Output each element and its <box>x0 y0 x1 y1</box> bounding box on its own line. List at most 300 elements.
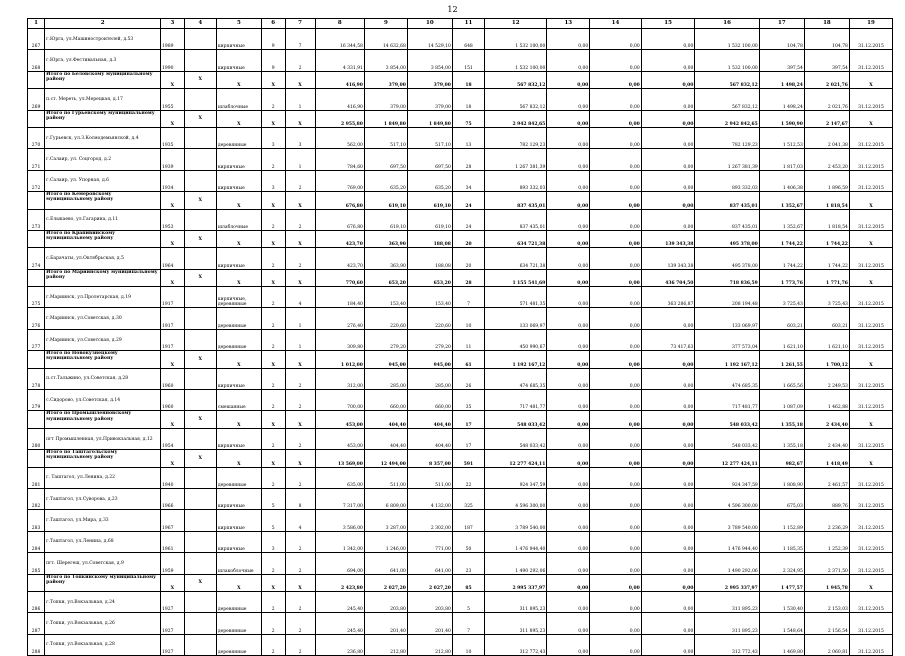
table-cell-date: X <box>849 110 892 127</box>
table-cell-c18: 3 725,43 <box>804 287 849 308</box>
table-cell-address: Итого по Топкинскому муниципальному району <box>45 574 161 591</box>
table-cell-cost-total: 782 129,23 <box>485 127 547 148</box>
table-cell-no <box>28 574 45 591</box>
table-cell-people: 34 <box>452 170 484 191</box>
table-cell-area-living: 14 632,68 <box>364 29 407 50</box>
table-cell-c13: 0,00 <box>547 127 590 148</box>
table-cell-entrances: 2 <box>285 591 315 612</box>
table-cell-year: 1953 <box>161 209 185 230</box>
table-cell-floors: 2 <box>261 553 285 574</box>
table-cell-area-total: 635,00 <box>315 467 364 488</box>
table-cell-year: 1940 <box>161 467 185 488</box>
table-cell-address: г. Таштагол, ул.Ленина, д.22 <box>45 467 161 488</box>
table-cell-no: 284 <box>28 531 45 552</box>
table-cell-c4 <box>184 50 216 71</box>
table-cell-address: Итого по Таштагольскому муниципальному району <box>45 450 161 467</box>
table-cell-c16: 548 033,42 <box>695 411 759 428</box>
table-cell-area-living: 379,00 <box>364 89 407 110</box>
table-cell-cost-total: 311 895,23 <box>485 613 547 634</box>
table-cell-people: 28 <box>452 149 484 170</box>
table-cell-c13: 0,00 <box>547 634 590 655</box>
subtotal-row <box>28 269 893 286</box>
table-cell-area-total: 3 586,00 <box>315 510 364 531</box>
table-cell-address: г.Мариинск, ул.Пролетарская, д.19 <box>45 287 161 308</box>
table-cell-year: 1964 <box>161 248 185 269</box>
table-cell-floors: 3 <box>261 170 285 191</box>
table-cell-c17: 1 744,22 <box>759 248 804 269</box>
table-cell-c13: 0,00 <box>547 574 590 591</box>
table-cell-c4 <box>184 308 216 329</box>
table-cell-no: 270 <box>28 127 45 148</box>
table-cell-date: X <box>849 230 892 247</box>
table-cell-date: X <box>849 450 892 467</box>
table-cell-address: п.ст.Тальжино, ул.Советская, д.28 <box>45 368 161 389</box>
table-cell-c18: 1 744,22 <box>804 230 849 247</box>
table-cell-area-total: 1 342,00 <box>315 531 364 552</box>
table-cell-c17: 2 324,95 <box>759 553 804 574</box>
table-cell-c16: 495 378,00 <box>695 230 759 247</box>
table-cell-no: 277 <box>28 329 45 350</box>
table-row <box>28 287 893 308</box>
table-cell-c13: 0,00 <box>547 510 590 531</box>
table-cell-c4: X <box>184 450 216 467</box>
table-cell-c15: 0,00 <box>641 29 695 50</box>
table-cell-floors: X <box>261 351 285 368</box>
table-cell-area-total: 562,00 <box>315 127 364 148</box>
table-cell-area-total: 423,70 <box>315 230 364 247</box>
column-header: 1 <box>28 19 45 29</box>
table-cell-people: 5 <box>452 591 484 612</box>
table-row <box>28 329 893 350</box>
table-cell-no: 282 <box>28 488 45 509</box>
table-cell-c14: 0,00 <box>590 329 642 350</box>
table-header-row <box>28 19 893 29</box>
table-cell-people: 10 <box>452 634 484 655</box>
table-cell-c16: 311 895,23 <box>695 613 759 634</box>
table-cell-c14: 0,00 <box>590 510 642 531</box>
table-cell-area-total: 2 955,80 <box>315 110 364 127</box>
table-cell-c14: 0,00 <box>590 634 642 655</box>
table-cell-people: 7 <box>452 613 484 634</box>
table-cell-c16: 837 435,01 <box>695 192 759 209</box>
table-cell-c13: 0,00 <box>547 613 590 634</box>
table-cell-area-res: 404,40 <box>407 428 452 449</box>
table-cell-c4: X <box>184 574 216 591</box>
table-cell-no: 285 <box>28 553 45 574</box>
table-cell-cost-total: 2 942 842,65 <box>485 110 547 127</box>
table-cell-area-res: 660,00 <box>407 390 452 411</box>
table-cell-c18: 1 621,10 <box>804 329 849 350</box>
table-cell-material: деревянные <box>216 591 261 612</box>
table-cell-floors: 5 <box>261 510 285 531</box>
table-cell-c15: 0,00 <box>641 209 695 230</box>
table-cell-date: 31.12.2015 <box>849 510 892 531</box>
column-header: 19 <box>849 19 892 29</box>
table-cell-area-total: 676,80 <box>315 192 364 209</box>
table-cell-entrances: 2 <box>285 50 315 71</box>
table-cell-c4 <box>184 149 216 170</box>
table-cell-c17: 1 590,90 <box>759 110 804 127</box>
table-cell-area-total: 276,40 <box>315 308 364 329</box>
table-cell-c13: 0,00 <box>547 71 590 88</box>
table-cell-c17: 1 548,64 <box>759 613 804 634</box>
table-cell-date: X <box>849 192 892 209</box>
table-cell-cost-total: 893 332,03 <box>485 170 547 191</box>
table-cell-area-living: 212,80 <box>364 634 407 655</box>
table-row <box>28 467 893 488</box>
table-cell-c14: 0,00 <box>590 428 642 449</box>
table-cell-no: 275 <box>28 287 45 308</box>
table-cell-year: 1927 <box>161 591 185 612</box>
table-row <box>28 634 893 655</box>
table-cell-material: деревянные <box>216 329 261 350</box>
table-cell-c14: 0,00 <box>590 127 642 148</box>
table-cell-entrances: X <box>285 192 315 209</box>
table-cell-material: деревянные <box>216 308 261 329</box>
table-cell-year: 1927 <box>161 613 185 634</box>
table-cell-c17: 1 744,22 <box>759 230 804 247</box>
table-cell-floors: 2 <box>261 287 285 308</box>
table-cell-people: 35 <box>452 390 484 411</box>
table-cell-c16: 1 476 944,40 <box>695 531 759 552</box>
table-cell-c15: 139 343,38 <box>641 230 695 247</box>
table-cell-year: X <box>161 269 185 286</box>
table-cell-c4 <box>184 209 216 230</box>
table-cell-c14: 0,00 <box>590 368 642 389</box>
subtotal-row <box>28 71 893 88</box>
column-header: 4 <box>184 19 216 29</box>
table-cell-area-living: 619,10 <box>364 209 407 230</box>
table-cell-area-res: 379,00 <box>407 89 452 110</box>
table-cell-material: X <box>216 71 261 88</box>
table-cell-area-total: 676,80 <box>315 209 364 230</box>
table-cell-area-living: 285,00 <box>364 368 407 389</box>
table-cell-floors: 9 <box>261 29 285 50</box>
table-cell-area-living: 945,00 <box>364 351 407 368</box>
table-cell-date: 31.12.2015 <box>849 127 892 148</box>
table-cell-c17: 675,03 <box>759 488 804 509</box>
table-cell-material: деревянные <box>216 634 261 655</box>
table-cell-floors: 2 <box>261 149 285 170</box>
table-cell-c15: 0,00 <box>641 510 695 531</box>
table-cell-date: X <box>849 351 892 368</box>
table-cell-year: X <box>161 351 185 368</box>
table-cell-c15: 436 704,50 <box>641 269 695 286</box>
table-cell-c13: 0,00 <box>547 390 590 411</box>
table-cell-cost-total: 548 033,42 <box>485 411 547 428</box>
table-cell-material: X <box>216 411 261 428</box>
table-cell-c4 <box>184 591 216 612</box>
table-cell-no <box>28 230 45 247</box>
table-cell-c13: 0,00 <box>547 553 590 574</box>
table-cell-material: X <box>216 351 261 368</box>
table-cell-c13: 0,00 <box>547 531 590 552</box>
table-cell-cost-total: 924 347,59 <box>485 467 547 488</box>
table-cell-c15: 0,00 <box>641 450 695 467</box>
table-cell-c17: 1 498,24 <box>759 71 804 88</box>
subtotal-row <box>28 574 893 591</box>
table-cell-entrances: X <box>285 450 315 467</box>
table-cell-c15: 0,00 <box>641 531 695 552</box>
table-cell-area-living: 404,40 <box>364 428 407 449</box>
table-cell-c13: 0,00 <box>547 488 590 509</box>
table-cell-c13: 0,00 <box>547 149 590 170</box>
column-header: 11 <box>452 19 484 29</box>
table-cell-area-res: 285,00 <box>407 368 452 389</box>
table-cell-area-res: 188,08 <box>407 248 452 269</box>
table-cell-c14: 0,00 <box>590 591 642 612</box>
table-cell-no: 279 <box>28 390 45 411</box>
subtotal-row <box>28 192 893 209</box>
table-cell-people: 11 <box>452 329 484 350</box>
table-cell-c16: 1 192 167,12 <box>695 351 759 368</box>
table-cell-address: г.Таштагол, ул.Ленина, д.68 <box>45 531 161 552</box>
table-cell-c17: 982,67 <box>759 450 804 467</box>
table-cell-c17: 1 469,80 <box>759 634 804 655</box>
table-cell-c13: 0,00 <box>547 192 590 209</box>
table-cell-people: 17 <box>452 411 484 428</box>
table-cell-material: X <box>216 192 261 209</box>
table-cell-people: 7 <box>452 287 484 308</box>
subtotal-row <box>28 110 893 127</box>
table-cell-no: 271 <box>28 149 45 170</box>
table-cell-year: 1990 <box>161 50 185 71</box>
table-cell-floors: X <box>261 230 285 247</box>
table-cell-area-res: 697,50 <box>407 149 452 170</box>
table-cell-year: 1917 <box>161 287 185 308</box>
table-cell-area-total: 769,00 <box>315 170 364 191</box>
table-cell-year: 1954 <box>161 428 185 449</box>
table-cell-c4: X <box>184 71 216 88</box>
table-cell-year: 1959 <box>161 553 185 574</box>
table-cell-c16: 12 277 424,11 <box>695 450 759 467</box>
table-cell-c15: 0,00 <box>641 553 695 574</box>
table-cell-area-res: 945,00 <box>407 351 452 368</box>
table-row <box>28 613 893 634</box>
table-cell-address: пгт. Шерегеш, ул.Советская, д.9 <box>45 553 161 574</box>
table-cell-c18: 603,21 <box>804 308 849 329</box>
table-cell-c16: 474 685,35 <box>695 368 759 389</box>
table-cell-cost-total: 1 476 944,40 <box>485 531 547 552</box>
table-cell-material: деревянные <box>216 467 261 488</box>
table-cell-c18: 2 461,57 <box>804 467 849 488</box>
table-cell-floors: X <box>261 450 285 467</box>
table-cell-c14: 0,00 <box>590 390 642 411</box>
table-cell-cost-total: 567 832,12 <box>485 89 547 110</box>
table-cell-c4 <box>184 510 216 531</box>
table-cell-people: 151 <box>452 50 484 71</box>
table-cell-c18: 1 771,76 <box>804 269 849 286</box>
table-cell-c4: X <box>184 192 216 209</box>
table-cell-area-living: 153,40 <box>364 287 407 308</box>
table-cell-area-res: 653,20 <box>407 269 452 286</box>
table-cell-no: 281 <box>28 467 45 488</box>
table-cell-address: Итого по Промышленновскому муниципальному району <box>45 411 161 428</box>
table-cell-address: Итого по Кемеровскому муниципальному району <box>45 192 161 209</box>
table-cell-c15: 0,00 <box>641 390 695 411</box>
table-cell-entrances: X <box>285 230 315 247</box>
table-row <box>28 591 893 612</box>
table-cell-entrances: 2 <box>285 248 315 269</box>
table-cell-date: 31.12.2015 <box>849 170 892 191</box>
table-cell-address: г.Салаир, ул. Соцгород, д.2 <box>45 149 161 170</box>
table-cell-floors: X <box>261 110 285 127</box>
table-cell-year: 1917 <box>161 329 185 350</box>
table-row <box>28 248 893 269</box>
table-row <box>28 209 893 230</box>
table-cell-c17: 1 817,03 <box>759 149 804 170</box>
table-cell-c13: 0,00 <box>547 89 590 110</box>
table-cell-c4: X <box>184 351 216 368</box>
table-cell-year: 1961 <box>161 531 185 552</box>
table-cell-date: 31.12.2015 <box>849 467 892 488</box>
table-cell-area-living: 379,00 <box>364 71 407 88</box>
table-cell-year: 1989 <box>161 29 185 50</box>
table-cell-floors: 2 <box>261 308 285 329</box>
table-cell-c15: 0,00 <box>641 351 695 368</box>
table-cell-c4 <box>184 390 216 411</box>
table-cell-cost-total: 3 789 540,00 <box>485 510 547 531</box>
table-cell-area-total: 245,40 <box>315 591 364 612</box>
table-cell-area-res: 404,40 <box>407 411 452 428</box>
table-cell-area-res: 220,60 <box>407 308 452 329</box>
table-cell-area-living: 203,80 <box>364 591 407 612</box>
table-cell-cost-total: 1 267 381,39 <box>485 149 547 170</box>
table-cell-cost-total: 1 155 541,69 <box>485 269 547 286</box>
table-cell-date: 31.12.2015 <box>849 89 892 110</box>
table-cell-c18: 1 818,54 <box>804 209 849 230</box>
table-cell-entrances: 1 <box>285 308 315 329</box>
table-cell-entrances: X <box>285 110 315 127</box>
table-cell-c14: 0,00 <box>590 149 642 170</box>
table-cell-c17: 1 530,40 <box>759 591 804 612</box>
table-cell-people: 61 <box>452 351 484 368</box>
table-cell-people: 26 <box>452 368 484 389</box>
table-cell-area-living: 660,00 <box>364 390 407 411</box>
table-cell-c18: 2 434,40 <box>804 428 849 449</box>
table-cell-area-res: 279,20 <box>407 329 452 350</box>
table-cell-entrances: 2 <box>285 613 315 634</box>
table-cell-year: X <box>161 574 185 591</box>
table-cell-c4 <box>184 170 216 191</box>
table-cell-floors: 3 <box>261 127 285 148</box>
table-cell-no <box>28 411 45 428</box>
table-cell-c4 <box>184 531 216 552</box>
table-cell-area-res: 511,00 <box>407 467 452 488</box>
table-cell-c17: 1 808,90 <box>759 467 804 488</box>
table-cell-cost-total: 474 685,35 <box>485 368 547 389</box>
table-cell-c18: 397,54 <box>804 50 849 71</box>
table-cell-entrances: 2 <box>285 390 315 411</box>
table-cell-floors: 2 <box>261 329 285 350</box>
column-header: 5 <box>216 19 261 29</box>
table-cell-address: г.Топки, ул.Вокзальная, д.26 <box>45 613 161 634</box>
table-cell-entrances: 2 <box>285 209 315 230</box>
table-cell-no <box>28 269 45 286</box>
table-cell-address: г.Топки, ул.Вокзальная, д.24 <box>45 591 161 612</box>
table-cell-c18: 1 462,88 <box>804 390 849 411</box>
table-cell-material: X <box>216 110 261 127</box>
table-cell-c18: 2 236,29 <box>804 510 849 531</box>
table-cell-date: 31.12.2015 <box>849 613 892 634</box>
table-cell-c15: 0,00 <box>641 467 695 488</box>
table-cell-entrances: 2 <box>285 368 315 389</box>
table-cell-c16: 1 532 100,00 <box>695 50 759 71</box>
table-cell-c15: 0,00 <box>641 50 695 71</box>
table-cell-people: 24 <box>452 209 484 230</box>
table-cell-c16: 718 836,59 <box>695 269 759 286</box>
table-cell-material: кирпичные <box>216 368 261 389</box>
table-cell-address: г.Гурьевск, ул.З.Космодемьянской, д.4 <box>45 127 161 148</box>
table-row <box>28 390 893 411</box>
table-cell-people: 13 <box>452 127 484 148</box>
table-cell-floors: 2 <box>261 591 285 612</box>
table-cell-area-total: 7 317,00 <box>315 488 364 509</box>
table-cell-area-living: 363,90 <box>364 230 407 247</box>
table-cell-c17: 603,21 <box>759 308 804 329</box>
table-cell-floors: 2 <box>261 613 285 634</box>
table-cell-area-living: 653,20 <box>364 269 407 286</box>
table-cell-c13: 0,00 <box>547 29 590 50</box>
table-cell-entrances: X <box>285 574 315 591</box>
column-header: 18 <box>804 19 849 29</box>
table-cell-c18: 2 021,76 <box>804 89 849 110</box>
table-cell-area-res: 203,80 <box>407 591 452 612</box>
table-cell-cost-total: 1 532 100,00 <box>485 29 547 50</box>
table-cell-cost-total: 312 772,43 <box>485 634 547 655</box>
table-row <box>28 308 893 329</box>
table-cell-floors: 2 <box>261 428 285 449</box>
table-cell-cost-total: 12 277 424,11 <box>485 450 547 467</box>
table-cell-people: 20 <box>452 230 484 247</box>
table-cell-address: г.Топки, ул.Вокзальная, д.28 <box>45 634 161 655</box>
table-cell-c14: 0,00 <box>590 248 642 269</box>
table-cell-area-res: 619,10 <box>407 192 452 209</box>
table-cell-c18: 2 371,50 <box>804 553 849 574</box>
table-cell-c16: 208 194,48 <box>695 287 759 308</box>
table-cell-material: кирпичные, деревянные <box>216 287 261 308</box>
table-cell-date: 31.12.2015 <box>849 50 892 71</box>
table-cell-people: 325 <box>452 488 484 509</box>
table-cell-no <box>28 71 45 88</box>
table-cell-area-res: 379,00 <box>407 71 452 88</box>
table-cell-c18: 2 147,67 <box>804 110 849 127</box>
table-cell-c17: 1 773,76 <box>759 269 804 286</box>
table-cell-c13: 0,00 <box>547 230 590 247</box>
table-cell-c13: 0,00 <box>547 368 590 389</box>
table-body <box>28 19 893 656</box>
table-cell-c16: 924 347,59 <box>695 467 759 488</box>
table-cell-floors: X <box>261 71 285 88</box>
table-row <box>28 127 893 148</box>
table-cell-year: X <box>161 450 185 467</box>
table-cell-c16: 548 033,42 <box>695 428 759 449</box>
table-cell-material: X <box>216 230 261 247</box>
table-cell-c4 <box>184 467 216 488</box>
table-cell-address: г.Юрга, ул.Фестивальная, д.3 <box>45 50 161 71</box>
table-cell-area-living: 3 287,00 <box>364 510 407 531</box>
table-cell-entrances: X <box>285 411 315 428</box>
table-row <box>28 428 893 449</box>
table-cell-area-total: 309,80 <box>315 329 364 350</box>
table-cell-floors: 2 <box>261 368 285 389</box>
table-cell-c15: 0,00 <box>641 149 695 170</box>
table-cell-address: г.Юрга, ул.Машиностроителей, д.53 <box>45 29 161 50</box>
page-number: 12 <box>447 5 458 14</box>
table-cell-date: 31.12.2015 <box>849 248 892 269</box>
table-cell-c4 <box>184 553 216 574</box>
table-cell-cost-total: 717 481,77 <box>485 390 547 411</box>
